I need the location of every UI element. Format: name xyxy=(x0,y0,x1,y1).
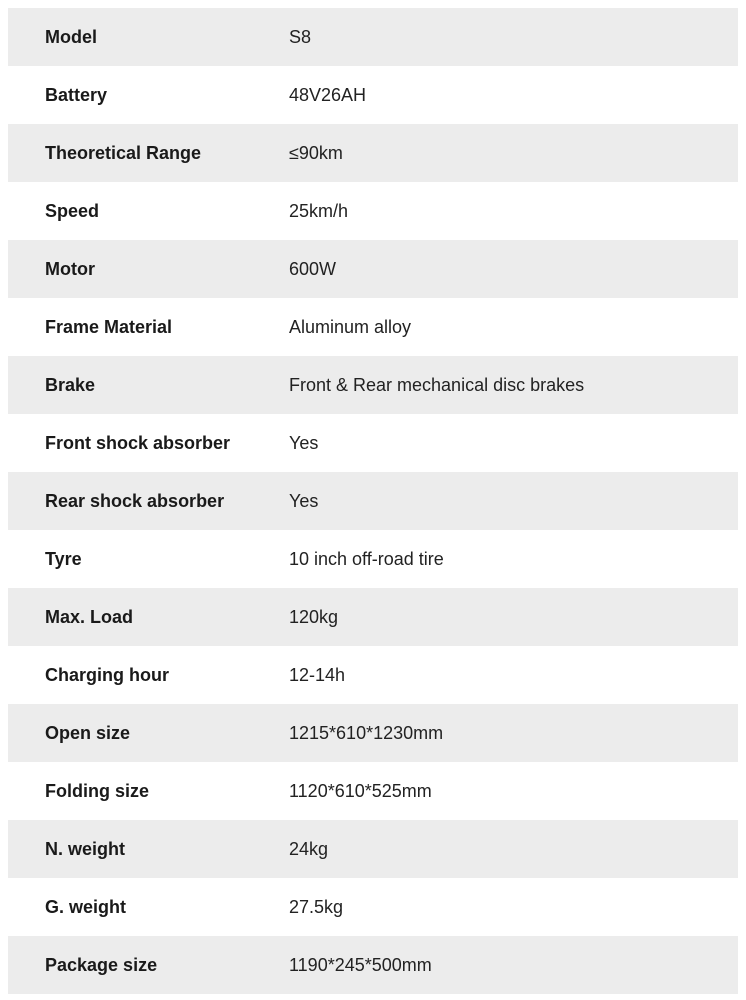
spec-value: Aluminum alloy xyxy=(289,316,412,337)
spec-value: S8 xyxy=(289,26,312,47)
spec-row-model xyxy=(8,8,738,66)
spec-value: 120kg xyxy=(289,606,339,627)
spec-row-speed xyxy=(8,182,738,240)
spec-value: Front & Rear mechanical disc brakes xyxy=(289,374,585,395)
spec-label: Front shock absorber xyxy=(45,432,231,453)
spec-row-net-weight xyxy=(8,820,738,878)
spec-label: Theoretical Range xyxy=(45,142,202,163)
spec-label: Tyre xyxy=(45,548,82,569)
spec-label: Motor xyxy=(45,258,95,279)
spec-value: ≤90km xyxy=(289,142,343,163)
spec-value: 24kg xyxy=(289,838,329,859)
spec-label: Frame Material xyxy=(45,316,173,337)
spec-value: 600W xyxy=(289,258,337,279)
spec-row-package-size xyxy=(8,936,738,994)
spec-value: 48V26AH xyxy=(289,84,367,105)
spec-row-open-size xyxy=(8,704,738,762)
spec-label: Model xyxy=(45,26,97,47)
spec-value: 12-14h xyxy=(289,664,346,685)
spec-row-gross-weight xyxy=(8,878,738,936)
spec-row-frame-material xyxy=(8,298,738,356)
spec-row-rear-shock-absorber xyxy=(8,472,738,530)
spec-label: Brake xyxy=(45,374,96,395)
spec-label: Open size xyxy=(45,722,131,743)
spec-label: Charging hour xyxy=(45,664,169,685)
spec-value: Yes xyxy=(289,432,319,453)
spec-label: G. weight xyxy=(45,896,126,917)
spec-row-charging-hour xyxy=(8,646,738,704)
spec-value: Yes xyxy=(289,490,319,511)
spec-label: Battery xyxy=(45,84,108,105)
spec-value: 10 inch off-road tire xyxy=(289,548,444,569)
spec-row-folding-size xyxy=(8,762,738,820)
spec-row-max-load xyxy=(8,588,738,646)
spec-row-motor xyxy=(8,240,738,298)
spec-row-front-shock-absorber xyxy=(8,414,738,472)
spec-label: Rear shock absorber xyxy=(45,490,225,511)
spec-row-tyre xyxy=(8,530,738,588)
spec-value: 1190*245*500mm xyxy=(289,954,432,975)
spec-label: Folding size xyxy=(45,780,150,801)
spec-label: Max. Load xyxy=(45,606,134,627)
spec-label: Speed xyxy=(45,200,100,221)
spec-value: 1120*610*525mm xyxy=(289,780,432,801)
spec-value: 27.5kg xyxy=(289,896,344,917)
spec-label: Package size xyxy=(45,954,158,975)
spec-table xyxy=(8,8,738,994)
spec-value: 1215*610*1230mm xyxy=(289,722,444,743)
spec-value: 25km/h xyxy=(289,200,349,221)
spec-row-battery xyxy=(8,66,738,124)
spec-row-theoretical-range xyxy=(8,124,738,182)
spec-label: N. weight xyxy=(45,838,125,859)
spec-row-brake xyxy=(8,356,738,414)
